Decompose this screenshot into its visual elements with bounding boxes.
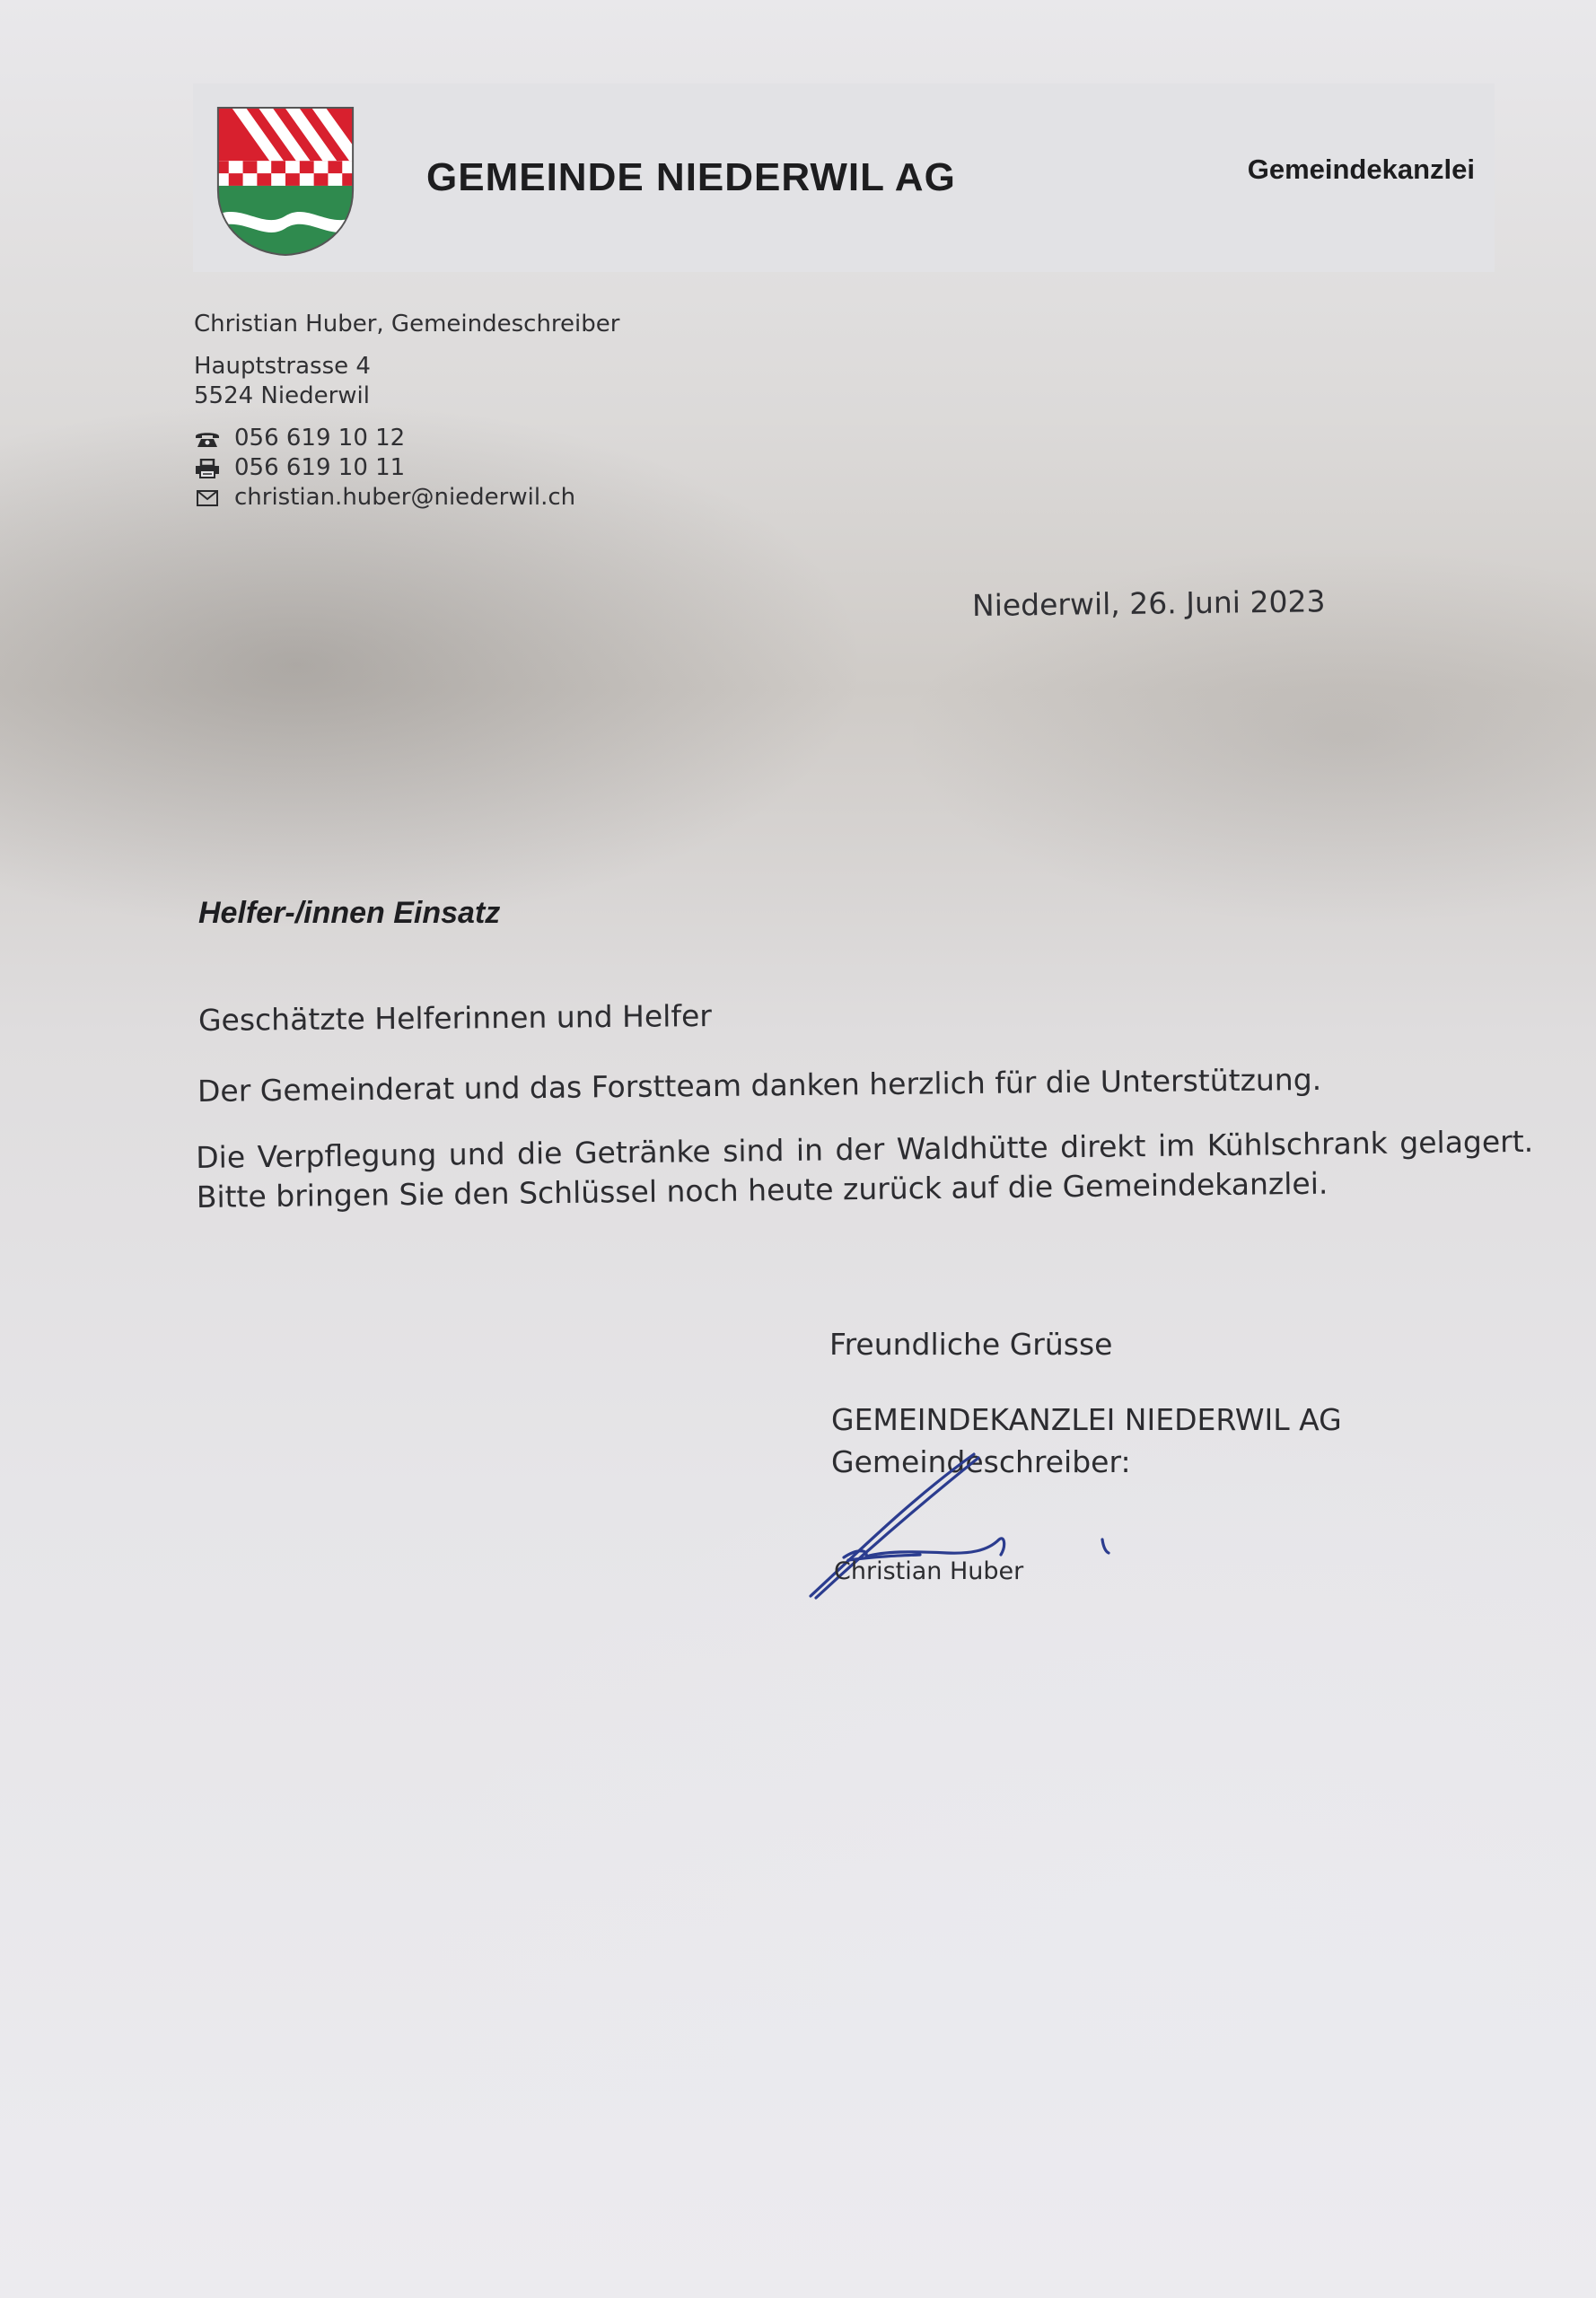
fax-number: 056 619 10 11 — [234, 454, 406, 481]
phone-icon — [194, 429, 221, 449]
phone-line — [194, 424, 619, 453]
office-name: Gemeindekanzlei — [1247, 153, 1475, 185]
sender-city: 5524 Niederwil — [194, 382, 371, 409]
email-icon — [194, 488, 221, 508]
organization-name: GEMEINDE NIEDERWIL AG — [426, 155, 956, 199]
fax-line — [194, 453, 619, 483]
salutation: Geschätzte Helferinnen und Helfer — [197, 998, 713, 1038]
sender-street: Hauptstrasse 4 — [194, 353, 371, 380]
signoff-organization: GEMEINDEKANZLEI NIEDERWIL AG — [831, 1402, 1342, 1437]
body-paragraph-2: Die Verpflegung und die Getränke sind in der Waldhütte direkt im Kühlschrank gelagert. Bitte bringen Sie den Schlüssel noch heute zurück auf die Gemeindekanzlei. — [196, 1123, 1534, 1215]
phone-number[interactable]: 056 619 10 12 — [234, 425, 406, 452]
fax-icon — [194, 459, 221, 478]
letterhead — [193, 83, 1495, 272]
coat-of-arms — [213, 106, 358, 257]
email-line — [194, 483, 619, 513]
letter-date: Niederwil, 26. Juni 2023 — [971, 583, 1326, 623]
sender-name: Christian Huber, Gemeindeschreiber — [194, 311, 620, 338]
signer-name: Christian Huber — [834, 1557, 1024, 1585]
body-paragraph-1: Der Gemeinderat und das Forstteam danken herzlich für die Unterstützung. — [197, 1061, 1322, 1109]
closing: Freundliche Grüsse — [829, 1327, 1113, 1362]
email-address[interactable]: christian.huber@niederwil.ch — [234, 484, 576, 511]
sender-block — [194, 310, 619, 513]
signoff-role: Gemeindeschreiber: — [831, 1444, 1131, 1479]
letter-subject: Helfer-/innen Einsatz — [198, 896, 501, 930]
